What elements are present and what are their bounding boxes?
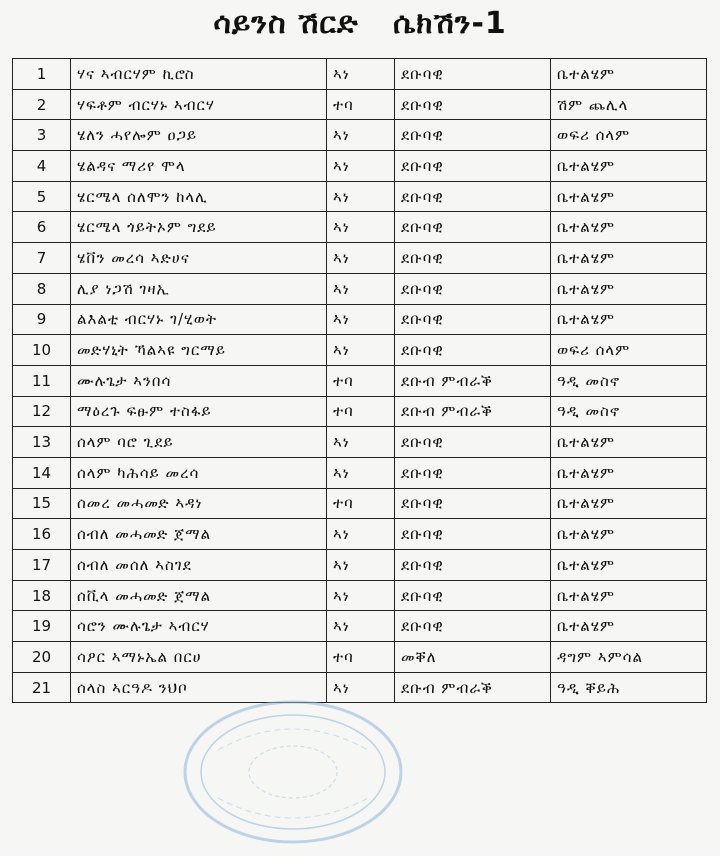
row-number: 16 <box>13 519 71 550</box>
table-row <box>13 151 707 182</box>
student-sex: ኣነ <box>327 304 395 335</box>
roster-body <box>13 59 707 703</box>
row-number: 2 <box>13 89 71 120</box>
student-region: ደቡባዊ <box>395 59 551 90</box>
student-roster-table <box>12 58 707 703</box>
row-number: 8 <box>13 273 71 304</box>
student-school: ዓዲ ቐይሕ <box>551 672 707 703</box>
student-region: ደቡባዊ <box>395 550 551 581</box>
row-number: 6 <box>13 212 71 243</box>
table-row <box>13 304 707 335</box>
student-sex: ኣነ <box>327 181 395 212</box>
student-school: ቤተልሄም <box>551 457 707 488</box>
student-school: ቤተልሄም <box>551 59 707 90</box>
student-region: ደቡባዊ <box>395 212 551 243</box>
student-name: ሰላም ካሕሳይ መረሳ <box>71 457 327 488</box>
student-school: ዓዲ መስኖ <box>551 396 707 427</box>
student-sex: ተባ <box>327 488 395 519</box>
student-region: ደቡባዊ <box>395 120 551 151</box>
table-row <box>13 243 707 274</box>
student-name: ሄርሜላ ሰለሞን ከላሊ <box>71 181 327 212</box>
student-region: ደቡባዊ <box>395 304 551 335</box>
row-number: 21 <box>13 672 71 703</box>
table-row <box>13 457 707 488</box>
table-row <box>13 335 707 366</box>
table-row <box>13 672 707 703</box>
student-name: ሄርሜላ ጎይትኦም ግደይ <box>71 212 327 243</box>
table-row <box>13 273 707 304</box>
student-sex: ተባ <box>327 365 395 396</box>
row-number: 18 <box>13 580 71 611</box>
student-name: ልእልቲ ብርሃኑ ገ/ሂወት <box>71 304 327 335</box>
student-sex: ኣነ <box>327 120 395 151</box>
row-number: 3 <box>13 120 71 151</box>
table-row <box>13 181 707 212</box>
page-title: ሳይንስ ሽርድ ሴክሽን-1 <box>213 6 507 41</box>
student-school: ቤተልሄም <box>551 488 707 519</box>
student-sex: ተባ <box>327 89 395 120</box>
student-sex: ኣነ <box>327 335 395 366</box>
student-name: ማዕረጉ ፍፁም ተስፋይ <box>71 396 327 427</box>
student-region: ደቡብ ምብራቕ <box>395 672 551 703</box>
student-region: ደቡባዊ <box>395 488 551 519</box>
row-number: 17 <box>13 550 71 581</box>
student-sex: ተባ <box>327 642 395 673</box>
student-name: ሳሮን ሙሉጌታ ኣብርሃ <box>71 611 327 642</box>
table-row <box>13 427 707 458</box>
student-region: ደቡብ ምብራቕ <box>395 396 551 427</box>
student-region: ደቡባዊ <box>395 427 551 458</box>
row-number: 9 <box>13 304 71 335</box>
student-name: ሄለን ሓየሎም ዐጋይ <box>71 120 327 151</box>
row-number: 7 <box>13 243 71 274</box>
student-sex: ኣነ <box>327 580 395 611</box>
student-name: ሄቨን መረሳ ኣድሀና <box>71 243 327 274</box>
student-school: ቤተልሄም <box>551 212 707 243</box>
table-row <box>13 212 707 243</box>
student-sex: ኣነ <box>327 550 395 581</box>
student-school: ቤተልሄም <box>551 611 707 642</box>
official-stamp-icon <box>178 690 408 845</box>
student-sex: ኣነ <box>327 672 395 703</box>
student-name: ሙሉጌታ ኣንበሳ <box>71 365 327 396</box>
student-school: ቤተልሄም <box>551 273 707 304</box>
student-region: ደቡባዊ <box>395 243 551 274</box>
student-name: ሰብለ መሰለ ኣስገደ <box>71 550 327 581</box>
student-sex: ኣነ <box>327 59 395 90</box>
table-row <box>13 580 707 611</box>
student-sex: ኣነ <box>327 519 395 550</box>
student-name: ሰላስ ኣርዓዶ ንህቦ <box>71 672 327 703</box>
row-number: 20 <box>13 642 71 673</box>
table-row <box>13 365 707 396</box>
student-sex: ኣነ <box>327 611 395 642</box>
student-school: ሽም ጨሊላ <box>551 89 707 120</box>
row-number: 5 <box>13 181 71 212</box>
table-row <box>13 550 707 581</box>
student-school: ቤተልሄም <box>551 519 707 550</box>
row-number: 14 <box>13 457 71 488</box>
student-name: ሰቪላ መሓመድ ጀማል <box>71 580 327 611</box>
student-school: ቤተልሄም <box>551 181 707 212</box>
student-school: ወፍሪ ሰላም <box>551 120 707 151</box>
table-row <box>13 488 707 519</box>
student-name: ሄልዳና ማሪየ ሞላ <box>71 151 327 182</box>
row-number: 4 <box>13 151 71 182</box>
student-region: ደቡባዊ <box>395 335 551 366</box>
row-number: 19 <box>13 611 71 642</box>
student-name: ሰመረ መሓመድ ኣዳነ <box>71 488 327 519</box>
student-region: ደቡባዊ <box>395 580 551 611</box>
student-school: ዓዲ መስኖ <box>551 365 707 396</box>
student-name: ሰላም ባሮ ጊደይ <box>71 427 327 458</box>
row-number: 12 <box>13 396 71 427</box>
table-row <box>13 396 707 427</box>
student-region: ደቡባዊ <box>395 611 551 642</box>
student-region: ደቡብ ምብራቕ <box>395 365 551 396</box>
student-school: ቤተልሄም <box>551 243 707 274</box>
row-number: 15 <box>13 488 71 519</box>
student-name: ሳዖር ኣማኑኤል በርሀ <box>71 642 327 673</box>
student-school: ወፍሪ ሰላም <box>551 335 707 366</box>
student-region: ደቡባዊ <box>395 457 551 488</box>
table-row <box>13 642 707 673</box>
table-row <box>13 519 707 550</box>
student-school: ቤተልሄም <box>551 550 707 581</box>
student-name: ሃና ኣብርሃም ኪሮስ <box>71 59 327 90</box>
row-number: 13 <box>13 427 71 458</box>
table-row <box>13 120 707 151</box>
student-sex: ኣነ <box>327 457 395 488</box>
table-row <box>13 89 707 120</box>
student-school: ቤተልሄም <box>551 427 707 458</box>
row-number: 10 <box>13 335 71 366</box>
row-number: 1 <box>13 59 71 90</box>
student-sex: ኣነ <box>327 427 395 458</box>
student-school: ዳግም ኣምሳል <box>551 642 707 673</box>
student-school: ቤተልሄም <box>551 151 707 182</box>
student-region: ደቡባዊ <box>395 181 551 212</box>
student-region: ደቡባዊ <box>395 151 551 182</box>
student-sex: ተባ <box>327 396 395 427</box>
table-row <box>13 59 707 90</box>
student-name: ሃፍቶም ብርሃኑ ኣብርሃ <box>71 89 327 120</box>
student-name: ሰብለ መሓመድ ጀማል <box>71 519 327 550</box>
student-sex: ኣነ <box>327 151 395 182</box>
table-row <box>13 611 707 642</box>
student-sex: ኣነ <box>327 212 395 243</box>
student-sex: ኣነ <box>327 243 395 274</box>
student-region: ደቡባዊ <box>395 273 551 304</box>
student-region: ደቡባዊ <box>395 89 551 120</box>
student-school: ቤተልሄም <box>551 304 707 335</box>
student-region: ደቡባዊ <box>395 519 551 550</box>
row-number: 11 <box>13 365 71 396</box>
student-school: ቤተልሄም <box>551 580 707 611</box>
student-sex: ኣነ <box>327 273 395 304</box>
student-name: መድሃኒት ኻልኣዩ ግርማይ <box>71 335 327 366</box>
student-name: ሊያ ነጋሽ ገዛኢ <box>71 273 327 304</box>
student-region: መቐለ <box>395 642 551 673</box>
